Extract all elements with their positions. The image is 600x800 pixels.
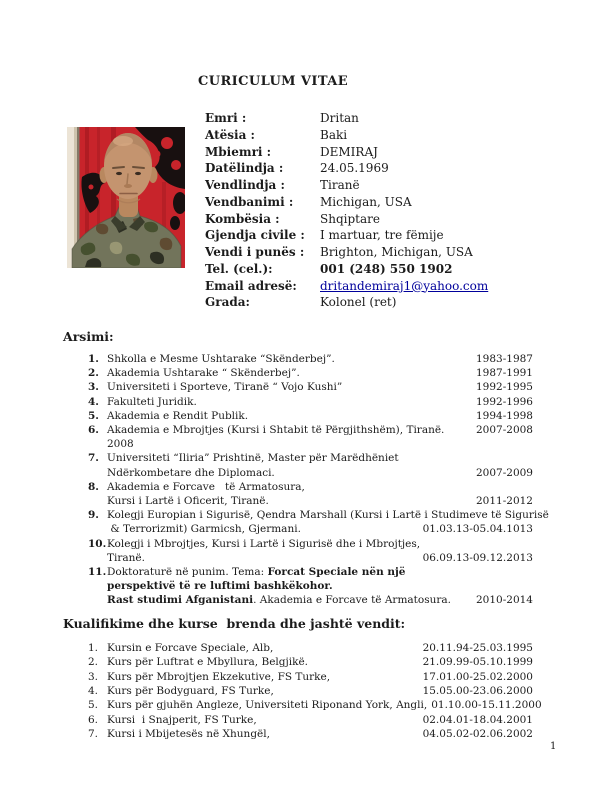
list-item-date: 1994-1998 xyxy=(476,409,533,422)
list-item-line xyxy=(88,380,533,394)
list-item-text: & Terrorizmit) Garmicsh, Gjermani. xyxy=(107,523,301,536)
list-item-text: perspektivë të re luftimi bashkëkohor. xyxy=(107,580,333,593)
info-row xyxy=(205,178,555,195)
list-item-line xyxy=(88,579,533,593)
list-item-date: 2011-2012 xyxy=(476,495,533,508)
list-item-text: Akademia e Forcave të Armatosura, xyxy=(107,480,305,493)
courses-list xyxy=(88,641,542,741)
list-item-line xyxy=(88,423,533,437)
info-label: Datëlindja : xyxy=(205,161,284,176)
info-row xyxy=(205,145,555,162)
list-item-date: 15.05.00-23.06.2000 xyxy=(422,685,533,698)
list-item-line xyxy=(88,480,533,494)
info-value: 24.05.1969 xyxy=(320,161,389,176)
list-item-number: 3. xyxy=(88,381,99,394)
list-item-text: Kurs për gjuhën Angleze, Universiteti Riponand York, Angli, xyxy=(107,699,428,712)
info-value: Dritan xyxy=(320,111,359,125)
list-item-number: 8. xyxy=(88,480,99,493)
info-label: Email adresë: xyxy=(205,278,297,293)
list-item-text: Ndërkombetare dhe Diplomaci. xyxy=(107,466,275,479)
list-item-line xyxy=(88,593,533,607)
list-item-date: 17.01.00-25.02.2000 xyxy=(422,670,533,683)
list-item-line xyxy=(88,641,533,655)
list-item-date: 1992-1996 xyxy=(476,395,533,408)
list-item-text: Shkolla e Mesme Ushtarake “Skënderbej”. xyxy=(107,353,335,365)
info-row xyxy=(205,111,555,128)
list-item-date: 2007-2008 xyxy=(476,424,533,437)
list-item-number: 1. xyxy=(88,642,99,654)
info-value: 001 (248) 550 1902 xyxy=(320,261,453,276)
list-item-number: 5. xyxy=(88,409,99,422)
email-link[interactable]: dritandemiraj1@yahoo.com xyxy=(320,278,489,293)
section-heading-courses: Kualifikime dhe kurse brenda dhe jashtë vendit: xyxy=(63,616,406,631)
list-item-line xyxy=(88,395,533,409)
list-item-line xyxy=(88,451,533,465)
list-item-line xyxy=(88,655,533,669)
list-item-number: 6. xyxy=(88,424,99,437)
info-label: Mbiemri : xyxy=(205,144,272,159)
list-item-line xyxy=(88,409,533,423)
list-item-line xyxy=(88,437,533,451)
list-item-date: 2007-2009 xyxy=(476,466,533,479)
list-item-number: 6. xyxy=(88,713,99,726)
list-item-text: Rast studimi Afganistani. Akademia e Forcave të Armatosura. xyxy=(107,594,451,607)
list-item-text: 2008 xyxy=(107,438,134,451)
list-item-text: Kolegji i Mbrojtjes, Kursi i Lartë i Sigurisë dhe i Mbrojtjes, xyxy=(107,537,421,550)
info-value: Brighton, Michigan, USA xyxy=(320,245,473,259)
list-item-date: 01.10.00-15.11.2000 xyxy=(431,699,542,712)
info-label: Grada: xyxy=(205,295,250,310)
info-label: Atësia : xyxy=(205,127,255,142)
info-label: Gjendja civile : xyxy=(205,228,305,243)
info-row xyxy=(205,212,555,229)
list-item-line xyxy=(88,522,533,536)
list-item-line xyxy=(88,727,533,741)
info-row xyxy=(205,128,555,145)
info-label: Vendi i punës : xyxy=(205,245,305,259)
list-item-date: 2010-2014 xyxy=(476,594,533,607)
list-item-date: 06.09.13-09.12.2013 xyxy=(422,551,533,564)
info-row xyxy=(205,195,555,212)
info-value: Michigan, USA xyxy=(320,194,412,209)
info-row xyxy=(205,161,555,178)
list-item-line xyxy=(88,713,533,727)
list-item-date: 20.11.94-25.03.1995 xyxy=(422,642,533,654)
list-item-text: Akademia e Rendit Publik. xyxy=(107,409,249,422)
info-label: Emri : xyxy=(205,111,247,125)
page-title: CURICULUM VITAE xyxy=(197,74,349,89)
list-item-number: 7. xyxy=(88,728,99,741)
portrait-photo-graphic xyxy=(67,127,185,268)
list-item-number: 1. xyxy=(88,353,99,365)
list-item-line xyxy=(88,366,533,380)
list-item-text: Kolegji Europian i Sigurisë, Qendra Marshall (Kursi i Lartë i Studimeve të Sigurisë xyxy=(107,509,549,522)
list-item-text: Fakulteti Juridik. xyxy=(107,395,197,408)
list-item-date: 21.09.99-05.10.1999 xyxy=(422,656,533,669)
list-item-number: 2. xyxy=(88,656,99,669)
list-item-text: Doktoraturë në punim. Tema: Forcat Speciale nën një xyxy=(107,566,406,579)
list-item-number: 4. xyxy=(88,685,99,698)
info-row xyxy=(205,245,555,262)
list-item-date: 1992-1995 xyxy=(476,381,533,394)
list-item-number: 3. xyxy=(88,670,99,683)
list-item-date: 1987-1991 xyxy=(476,367,533,380)
list-item-line xyxy=(88,551,533,565)
list-item-line xyxy=(88,684,533,698)
info-label: Tel. (cel.): xyxy=(205,261,273,276)
list-item-line xyxy=(88,670,533,684)
list-item-text: Kurs për Luftrat e Mbyllura, Belgjikë. xyxy=(107,656,309,669)
list-item-line xyxy=(88,508,549,522)
list-item-text: Universiteti i Sporteve, Tiranë “ Vojo Kushi” xyxy=(107,381,343,394)
list-item-text: Kurs për Mbrojtjen Ekzekutive, FS Turke, xyxy=(107,670,331,683)
list-item-line xyxy=(88,537,533,551)
list-item-text: Kursin e Forcave Speciale, Alb, xyxy=(107,642,274,654)
list-item-number: 2. xyxy=(88,367,99,380)
info-row xyxy=(205,295,555,312)
info-value: Kolonel (ret) xyxy=(320,295,397,310)
list-item-text: Akademia Ushtarake “ Skënderbej”. xyxy=(107,367,300,380)
list-item-number: 11. xyxy=(88,566,107,579)
info-row xyxy=(205,262,555,279)
list-item-line xyxy=(88,352,533,366)
list-item-number: 9. xyxy=(88,509,99,522)
list-item-text: Universiteti “Iliria” Prishtinë, Master për Marëdhëniet xyxy=(107,452,399,465)
list-item-date: 04.05.02-02.06.2002 xyxy=(422,728,533,741)
personal-info-block xyxy=(205,111,555,312)
portrait-photo xyxy=(67,127,185,268)
list-item-number: 4. xyxy=(88,395,99,408)
info-value: Baki xyxy=(320,127,348,142)
list-item-line xyxy=(88,565,533,579)
section-heading-education: Arsimi: xyxy=(63,329,114,344)
list-item-line xyxy=(88,698,542,712)
list-item-text: Tiranë. xyxy=(107,551,145,564)
info-value: Shqiptare xyxy=(320,211,380,226)
info-label: Vendlindja : xyxy=(205,178,285,192)
list-item-date: 02.04.01-18.04.2001 xyxy=(422,713,533,726)
list-item-text: Kurs për Bodyguard, FS Turke, xyxy=(107,685,274,698)
list-item-date: 1983-1987 xyxy=(476,353,533,365)
list-item-number: 5. xyxy=(88,699,99,712)
info-value: I martuar, tre fëmije xyxy=(320,228,444,243)
info-row xyxy=(205,279,555,296)
list-item-line xyxy=(88,494,533,508)
info-row xyxy=(205,228,555,245)
list-item-text: Akademia e Mbrojtjes (Kursi i Shtabit të Përgjithshëm), Tiranë. xyxy=(107,424,445,437)
list-item-number: 7. xyxy=(88,452,99,465)
info-value: DEMIRAJ xyxy=(320,144,378,159)
info-value: Tiranë xyxy=(320,178,360,192)
list-item-line xyxy=(88,466,533,480)
list-item-text: Kursi i Snajperit, FS Turke, xyxy=(107,713,257,726)
list-item-number: 10. xyxy=(88,537,107,550)
info-label: Vendbanimi : xyxy=(205,194,294,209)
list-item-date: 01.03.13-05.04.1013 xyxy=(422,523,533,536)
page-number: 1 xyxy=(550,741,557,752)
info-label: Kombësia : xyxy=(205,211,280,226)
education-list xyxy=(88,352,549,608)
list-item-text: Kursi i Mbijetesës në Xhungël, xyxy=(107,728,270,741)
list-item-text: Kursi i Lartë i Oficerit, Tiranë. xyxy=(107,495,269,508)
